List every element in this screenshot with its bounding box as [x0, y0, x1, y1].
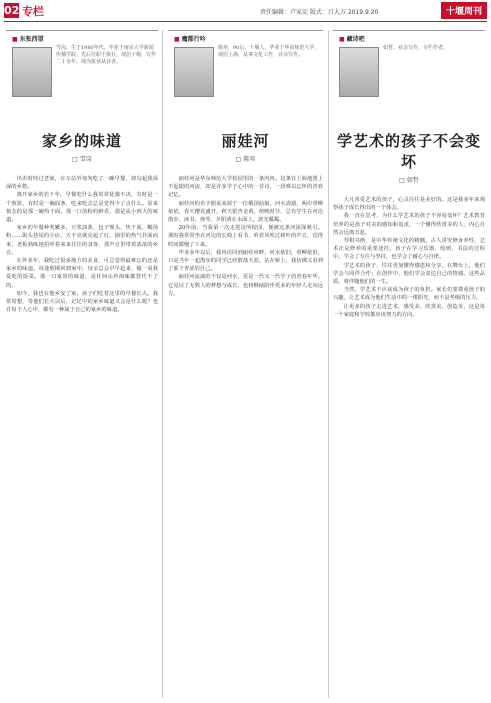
article-title: 丽娃河: [221, 132, 270, 150]
author-bio: 雪岗，生于1980年代，毕业于南京大学新闻传播学院。先后任职于报社，现居十堰，写作二十余年，现为报业从业者。: [56, 45, 157, 65]
paragraph: 丽娃河流淌的不仅是河水，更是一代又一代学子的青春年华。它见证了无数人的梦想与成长，也将继续陪伴更多的年轻人走向远方。: [168, 274, 323, 297]
author-box: [168, 30, 323, 124]
editor-credits: 责任编辑：卢家淀 版式：吕大方 2019.9.20: [260, 9, 379, 16]
section-title: 专栏: [22, 5, 44, 18]
paragraph: 丽娃河的名字据说来源于一位俄国姑娘，河水清澈，两岸垂柳依依，春天樱花盛开，秋天银杏金黄。傍晚时分，总有学生在河边散步、读书、弹琴，夕阳洒在水面上，波光粼粼。: [168, 200, 323, 224]
column-name: ■ 藏诗吧: [339, 34, 485, 43]
paragraph: 当然，学艺术不应该成为孩子的负担。家长们要尊重孩子的兴趣，让艺术成为他们生活中的一缕阳光，而不是考级的压力。: [333, 287, 485, 302]
article-body: [168, 175, 323, 298]
header-rule: [4, 21, 487, 22]
article-column: [333, 30, 485, 698]
article-body: [333, 196, 485, 319]
paragraph: 大凡喜爱艺术的孩子，心灵往往是美好的。这是我多年来观察孩子成长得出的一个体会。: [333, 197, 485, 212]
article-body: [6, 175, 158, 314]
page-header: [0, 0, 491, 22]
author-photo: [339, 47, 379, 97]
author-box: [333, 30, 485, 124]
column-name: ■ 东张西望: [12, 34, 158, 43]
paragraph: 毕业多年以后，我再次回到丽娃河畔，河水依旧，垂柳依旧，只是当年一起散步的同学已经散落天涯。站在桥上，我仿佛又看到了那个青涩的自己。: [168, 249, 323, 273]
paragraph: 让更多的孩子走进艺术，感受美、欣赏美、创造美，这是每一个家庭和学校都应该努力的方向。: [333, 303, 485, 318]
article-byline: □ 如哲: [333, 175, 485, 184]
article-byline: □ 雪岗: [6, 154, 158, 163]
paragraph: 在外多年，我吃过很多地方的美食，可总觉得最难忘的还是家乡的味道。每逢假期回到家中，母亲总会早早起来，做一桌我爱吃的饭菜。那一口家常的味道，是任何山珍海味都替代不了的。: [6, 258, 158, 289]
paragraph: 20年前，当我第一次走进这所校园，便被这条河深深吸引。那时我常常坐在河边的长椅上看书，听着风吹过树叶的声音，觉得时间都慢了下来。: [168, 225, 323, 248]
column-name: ■ 魔都行吟: [174, 34, 323, 43]
page-number: 02: [4, 4, 20, 17]
article-byline: □ 陈奕: [168, 154, 323, 163]
paragraph: 丽娃河是华东师范大学校园里的一条内河。这条在上海地图上不起眼的河流，却是许多学子心中的一首诗，一段难以忘怀的青春记忆。: [168, 176, 323, 199]
paragraph: 出差时经过老家，在车站外匆匆吃了一碗早餐，却勾起我深深的乡愁。: [6, 176, 158, 191]
paragraph: 琴棋书画，是中华传统文化的精髓。古人讲究修身养性，艺术正是修养的重要途径。孩子在学习乐器、绘画、书法的过程中，学会了专注与坚持，也学会了耐心与自律。: [333, 238, 485, 261]
paragraph: 如今，我也在他乡安了家，孩子们吃着这里的早餐长大。我常常想，等他们长大以后，记忆中的家乡味道又会是什么呢？也许每个人心中，都有一种属于自己的家乡的味道。: [6, 290, 158, 314]
author-photo: [174, 47, 214, 97]
publication-brand: 十堰周刊: [441, 2, 487, 19]
article-column: [6, 30, 158, 698]
author-photo: [12, 47, 52, 97]
article-title: 学艺术的孩子不会变坏: [336, 132, 481, 171]
author-box: [6, 30, 158, 124]
column-divider: [162, 30, 163, 698]
column-divider: [328, 30, 329, 698]
article-title: 家乡的味道: [41, 132, 122, 150]
author-bio: 陈奕，90后，十堰人，毕业于华东师范大学，现居上海，从事文化工作，业余写作。: [218, 45, 320, 58]
article-column: [168, 30, 323, 698]
paragraph: 家乡的早餐种类繁多，豆浆油条、包子馒头、热干面、糊汤粉……街头巷尾的小店，天不亮就亮起了灯，锅里的热气扑面而来，老板熟练地招呼着来来往往的食客，那声音里带着浓浓的乡音。: [6, 225, 158, 256]
author-bio: 如哲，业余写作，专栏作者。: [383, 45, 449, 51]
paragraph: 我一直在思考，为什么学艺术的孩子不容易变坏？艺术教育培养的是孩子对美的感知和追求，一个懂得欣赏美的人，内心自然会远离丑恶。: [333, 213, 485, 236]
paragraph: 离开家乡的若干年，早餐吃什么我常常犹豫不决，有时是一个煎饼，有时是一碗面条，吃来吃去总是觉得少了点什么。原来惦念的是那一碗热干面，那一口汤粉的鲜香，那是从小到大的味道。: [6, 192, 158, 224]
paragraph: 学艺术的孩子，往往更加懂得感恩和分享。在舞台上，他们学会与同伴合作；在创作中，他们学会表达自己的情感。这些品质，将伴随他们的一生。: [333, 262, 485, 286]
